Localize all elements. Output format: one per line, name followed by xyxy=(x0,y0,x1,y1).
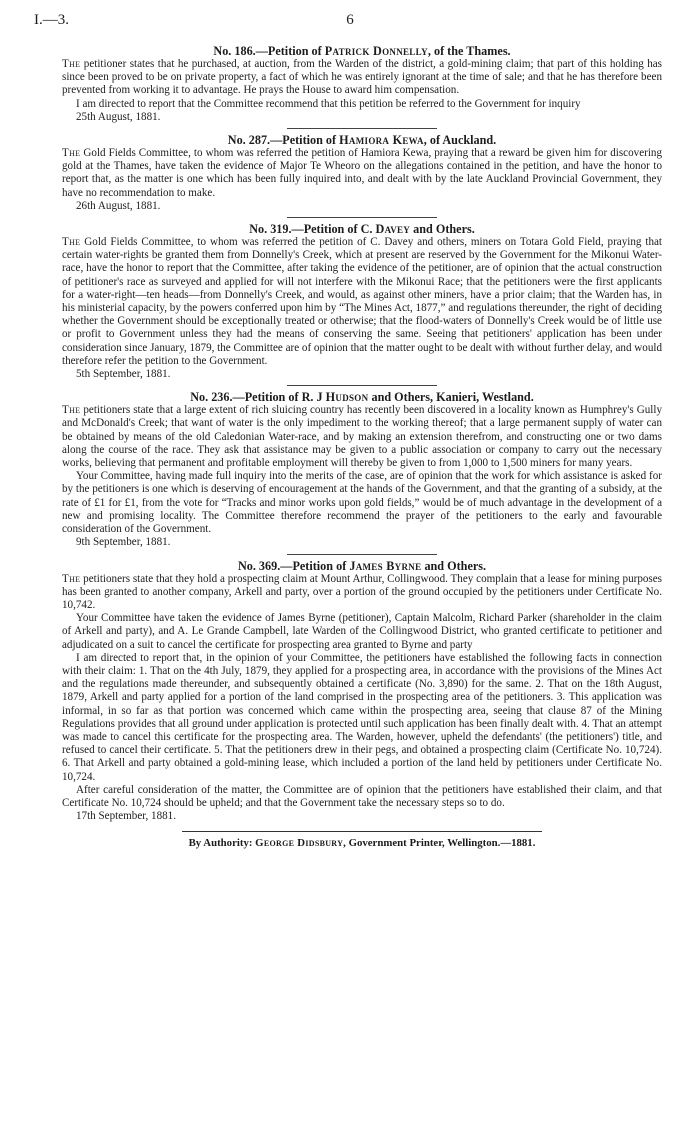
petition-section xyxy=(62,390,662,554)
parliamentary-paper-reference: I.—3. xyxy=(34,12,69,28)
petition-paragraph: The Gold Fields Committee, to whom was referred the petition of C. Davey and others, miners on Totara Gold Field, praying that certain water-rights be granted them from Donnelly's Creek, which at present are reserved by the Government for the Mikonui Water-race, have the honor to report that the Committee, after taking the evidence of the petitioner, are of opinion that the actual construction of petitioner's race as surveyed and applied for will not interfere with the Mikonui Race; that the petitioners were the first applicants for a water-right—ten heads—from Donnelly's Creek, and would, as against other miners, have a prior claim; that the Warden has, in his ministerial capacity, by the powers conferred upon him by “The Mines Act, 1877,” and regulations thereunder, the right of deciding whether the Government should be exceptionally treated or otherwise; that the flood-waters of Donnelly's Creek would be of little use or profit to Government unless they had the means of conserving the same. Seeing that petitioners' application has been under consideration since January, 1879, the Committee are of opinion that the matter ought to be dealt with without further delay, and would therefore refer the petition to the Government. xyxy=(62,236,662,367)
page-header xyxy=(34,12,666,34)
petitioner-name: Hamiora Kewa xyxy=(339,133,424,148)
petition-date: 9th September, 1881. xyxy=(76,536,171,549)
petition-title: No. 319.—Petition of C. Davey and Others. xyxy=(249,222,475,237)
petition-section xyxy=(62,559,662,824)
petition-title: No. 186.—Petition of Patrick Donnelly, of the Thames. xyxy=(213,44,511,58)
petition-paragraph: The petitioner states that he purchased, at auction, from the Warden of the district, a gold-mining claim; that part of this holding has since been proved to be on private property, a fact of which he was entirely ignorant at the time of sale; and that he has therefore been prevented from working it to advantage. He prays the House to award him compensation. xyxy=(62,58,662,97)
petition-paragraph: I am directed to report that the Committee recommend that this petition be referred to the Government for inquiry xyxy=(76,97,581,110)
petition-section xyxy=(62,133,662,218)
petitioner-name: Davey xyxy=(375,222,411,237)
petition-date: 25th August, 1881. xyxy=(76,110,161,123)
printer-imprint: By Authority: George Didsbury, Government Printer, Wellington.—1881. xyxy=(188,837,536,850)
section-divider xyxy=(287,385,437,386)
petition-title: No. 236.—Petition of R. J Hudson and Others, Kanieri, Westland. xyxy=(190,390,534,405)
section-divider xyxy=(287,217,437,218)
footer-divider xyxy=(182,831,542,832)
petition-title: No. 369.—Petition of James Byrne and Others. xyxy=(237,558,487,573)
petition-paragraph: The petitioners state that a large extent of rich sluicing country has recently been discovered in a locality known as Humphrey's Gully and McDonald's Creek; that want of water is the only impediment to the working thereof; that a large permanent supply of water can be obtained by means of the old Caledonian Water-race, and by making an extension therefrom, and constructing one or two dams along the course of the race. They ask that assistance may be given to a public association or company to carry out the necessary works, believing that permanent and profitable employment will thereby be given to from 1,000 to 1,500 miners for many years. xyxy=(62,404,662,470)
petition-paragraph: I am directed to report that, in the opinion of your Committee, the petitioners have established the following facts in connection with their claim: 1. That on the 4th July, 1879, they applied for a prospecting area, in accordance with the provisions of the Mines Act and the regulations made thereunder, and subsequently obtained a certificate (No. 3,890) for the same. 2. That on the 18th August, 1879, Arkell and party applied for a portion of the land comprised in the prospecting area of the petitioners. 3. This application was informal, in so far as that portion was concerned which came within the prospecting area, seeing that clause 87 of the Mining Regulations provides that all ground under application is protected until such application has been finally dealt with. 4. That an attempt was made to cancel this certificate for the prospecting area. The Warden, however, upheld the defendants' (the petitioners') title, and refused to cancel their certificate. 5. That the petitioners drew in their pegs, and obtained a prospecting claim (Certificate No. 10,724). 6. That Arkell and party obtained a gold-mining lease, which included a portion of the land held by petitioners under Certificate No. 10,724. xyxy=(62,651,662,783)
document-body xyxy=(62,44,662,849)
petition-paragraph: Your Committee have taken the evidence of James Byrne (petitioner), Captain Malcolm, Richard Parker (shareholder in the claim of Arkell and party), and A. Le Grande Campbell, late Warden of the Collingwood District, who granted certificate to petitioner and adjudicated on a suit to cancel the certificate for prospecting area granted to Byrne and party xyxy=(62,612,662,651)
petition-paragraph: After careful consideration of the matter, the Committee are of opinion that the petitioners have established their claim, and that Certificate No. 10,724 should be upheld; and that the Government take the necessary steps so to do. xyxy=(62,783,662,809)
petitioner-name: Hudson xyxy=(325,390,369,405)
section-divider xyxy=(287,554,437,555)
printer-name: George Didsbury xyxy=(255,837,344,850)
section-divider xyxy=(287,128,437,129)
petition-section xyxy=(62,44,662,129)
petitioner-name: James Byrne xyxy=(349,558,422,573)
petition-date: 17th September, 1881. xyxy=(76,810,177,823)
petition-date: 5th September, 1881. xyxy=(76,368,171,381)
petition-section xyxy=(62,222,662,386)
petition-paragraph: The petitioners state that they hold a prospecting claim at Mount Arthur, Collingwood. They complain that a lease for mining purposes has been granted to another company, Arkell and party, over a portion of the ground occupied by the petitioners under Certificate No. 10,742. xyxy=(62,572,662,611)
petition-title: No. 287.—Petition of Hamiora Kewa, of Auckland. xyxy=(227,133,497,148)
petitioner-name: Patrick Donnelly xyxy=(324,44,428,58)
page-number: 6 xyxy=(346,12,354,28)
petition-paragraph: Your Committee, having made full inquiry into the merits of the case, are of opinion that the work for which assistance is asked for by the petitioners is one which is deserving of encouragement at the hands of the Government, and that the granting of a subsidy, at the rate of £1 for £1, from the vote for “Tracks and minor works upon gold fields,” would be of much advantage in the development of a new and promising locality. The Committee therefore recommend the prayer of the petitioners to the early and favourable consideration of the Government. xyxy=(62,470,662,536)
petition-date: 26th August, 1881. xyxy=(76,199,161,212)
petition-paragraph: The Gold Fields Committee, to whom was referred the petition of Hamiora Kewa, praying that a reward be given him for discovering gold at the Thames, have taken the evidence of Major Te Wheoro on the allegations contained in the petition, and have the honor to report that, as the matter is one which has been fully inquired into, and dealt with by the late Auckland Provincial Government, they have no recommendation to make. xyxy=(62,147,662,199)
